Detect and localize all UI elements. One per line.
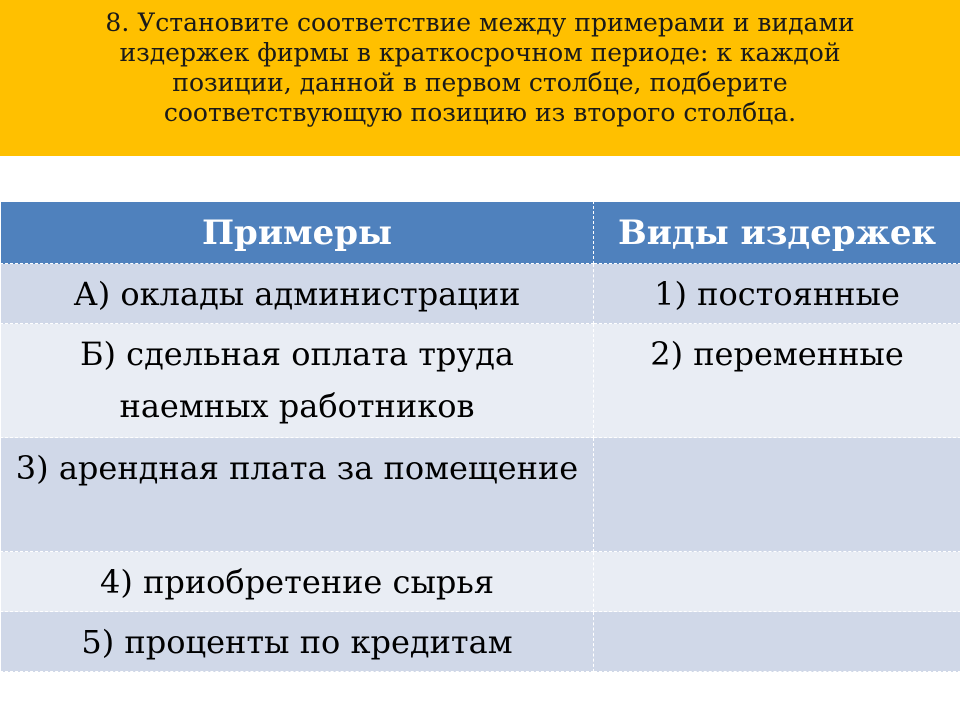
example-cell: 3) арендная плата за помещение xyxy=(1,438,594,552)
table-row xyxy=(1,264,960,324)
table-row xyxy=(1,612,960,672)
table-row xyxy=(1,438,960,552)
question-line-4: соответствующую позицию из второго столбца. xyxy=(163,98,797,127)
cost-type-cell xyxy=(594,552,960,612)
header-examples: Примеры xyxy=(1,202,594,264)
question-line-2: издержек фирмы в краткосрочном периоде: к каждой xyxy=(119,38,841,67)
example-cell: Б) сдельная оплата труда наемных работников xyxy=(1,324,594,438)
matching-table xyxy=(0,201,960,672)
question-banner xyxy=(0,0,960,156)
example-cell: А) оклады администрации xyxy=(1,264,594,324)
example-cell: 4) приобретение сырья xyxy=(1,552,594,612)
example-cell: 5) проценты по кредитам xyxy=(1,612,594,672)
table-header-row xyxy=(1,202,960,264)
cost-type-cell: 2) переменные xyxy=(594,324,960,438)
cost-type-cell: 1) постоянные xyxy=(594,264,960,324)
table-row xyxy=(1,324,960,438)
table-row xyxy=(1,552,960,612)
question-line-3: позиции, данной в первом столбце, подберите xyxy=(172,68,788,97)
cost-type-cell xyxy=(594,612,960,672)
cost-type-cell xyxy=(594,438,960,552)
question-line-1: 8. Установите соответствие между примерами и видами xyxy=(105,8,855,37)
header-cost-types: Виды издержек xyxy=(594,202,960,264)
